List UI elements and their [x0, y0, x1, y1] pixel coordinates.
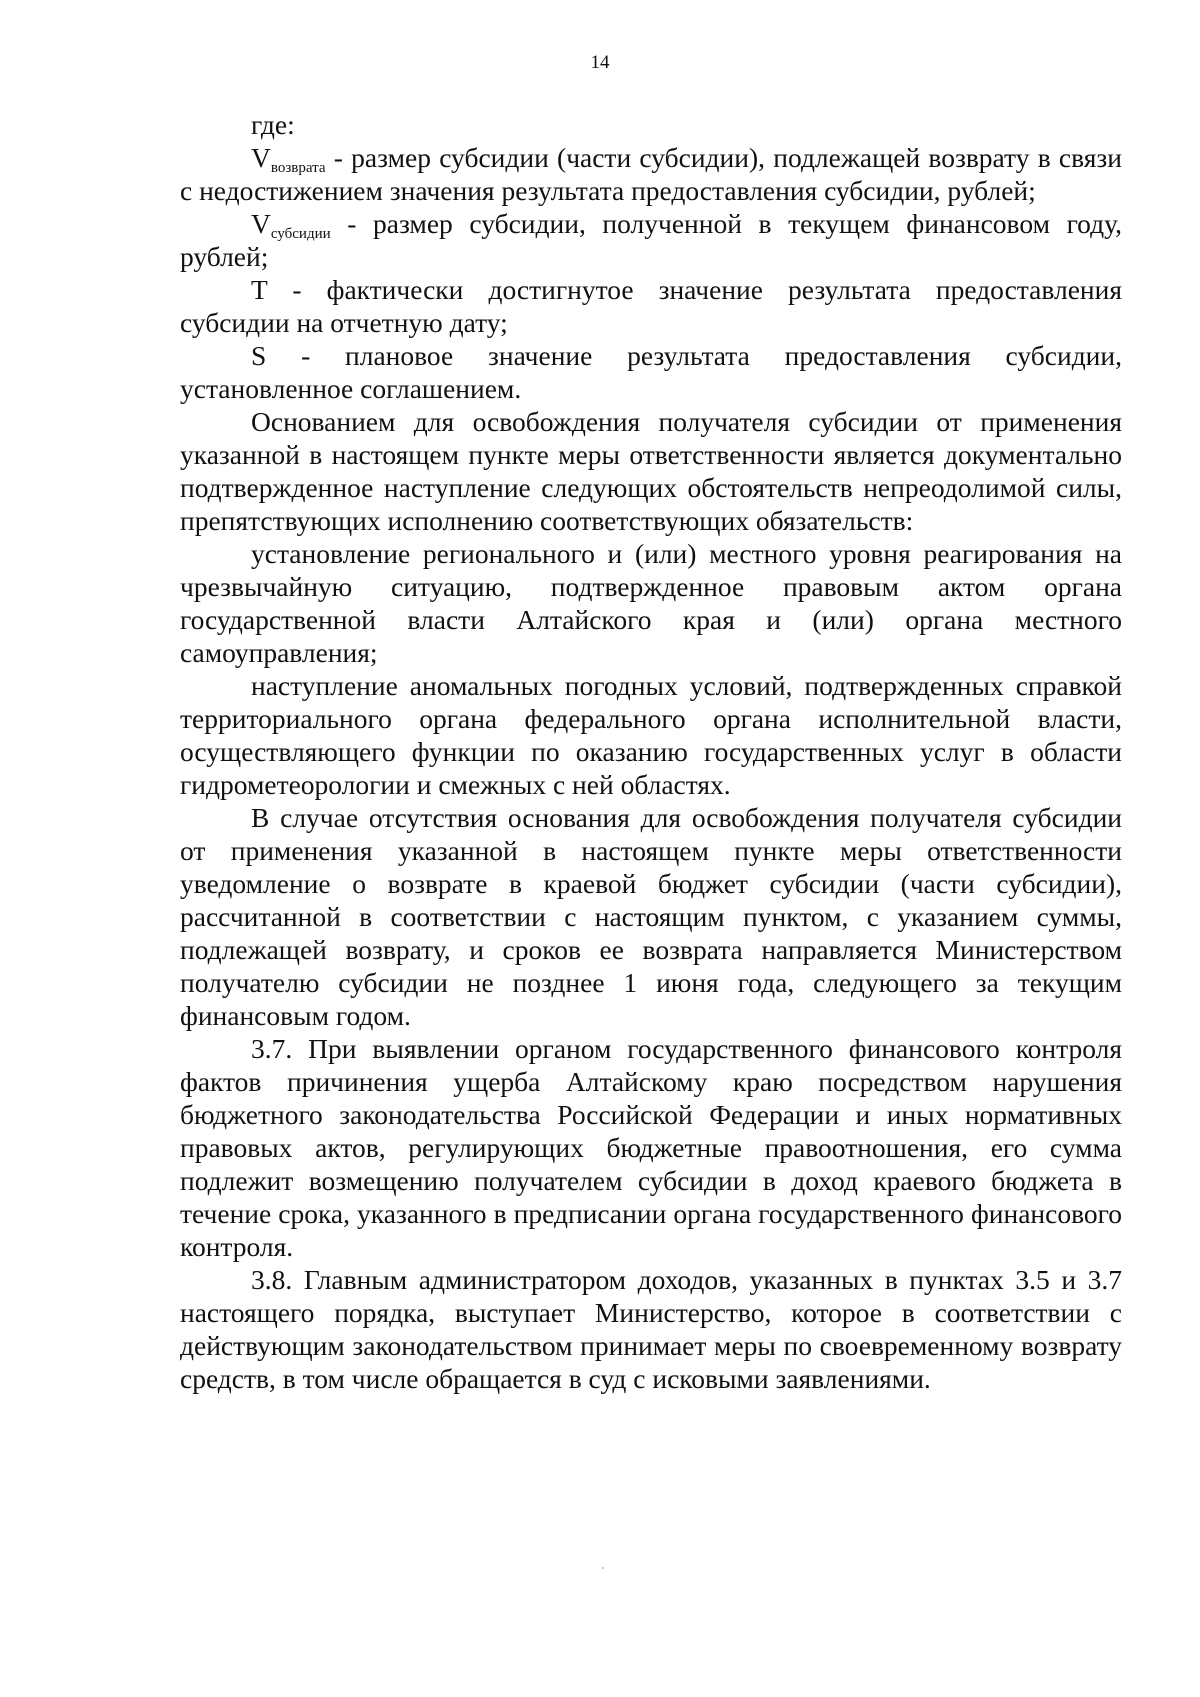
- definition-s: [180, 339, 1122, 405]
- paragraph-emergency-response: установление регионального и (или) местного уровня реагирования на чрезвычайную ситуацию, подтвержденное правовым актом органа государственной власти Алтайского края и (или) органа местного самоуправления;: [180, 538, 1122, 668]
- definition-symbol: T: [251, 274, 268, 305]
- paragraph-3-7: 3.7. При выявлении органом государственного финансового контроля фактов причинения ущерба Алтайскому краю посредством нарушения бюджетного законодательства Российской Федерации и иных нормативных правовых актов, регулирующих бюджетные правоотношения, его сумма подлежит возмещению получателем субсидии в доход краевого бюджета в течение срока, указанного в предписании органа государственного финансового контроля.: [180, 1033, 1122, 1262]
- definition-subscript: субсидии: [270, 226, 331, 242]
- definition-symbol: V: [251, 208, 271, 239]
- definition-v-subsidy: [180, 207, 1122, 273]
- scan-speck: [602, 1567, 604, 1569]
- paragraph-weather-conditions: наступление аномальных погодных условий, подтвержденных справкой территориального органа федерального органа исполнительной власти, осуществляющего функции по оказанию государственных услуг в области гидрометеорологии и смежных с ней областях.: [180, 670, 1122, 800]
- definition-v-return: [180, 141, 1122, 207]
- paragraph-return-notice: В случае отсутствия основания для освобождения получателя субсидии от применения указанной в настоящем пункте меры ответственности уведомление о возврате в краевой бюджет субсидии (части субсидии), рассчитанной в соответствии с настоящим пунктом, с указанием суммы, подлежащей возврату, и сроков ее возврата направляется Министерством получателю субсидии не позднее 1 июня года, следующего за текущим финансовым годом.: [180, 802, 1122, 1031]
- definition-text: - плановое значение результата предоставления субсидии, установленное соглашением.: [180, 340, 1122, 404]
- where-label: где:: [251, 109, 295, 140]
- definition-text: - размер субсидии, полученной в текущем финансовом году, рублей;: [180, 208, 1122, 272]
- document-body: [180, 108, 1122, 1395]
- definition-symbol: S: [251, 340, 267, 371]
- paragraph-3-8: 3.8. Главным администратором доходов, указанных в пунктах 3.5 и 3.7 настоящего порядка, выступает Министерство, которое в соответствии с действующим законодательством принимает меры по своевременному возврату средств, в том числе обращается в суд с исковыми заявлениями.: [180, 1264, 1122, 1394]
- definition-symbol: V: [251, 142, 271, 173]
- definition-subscript: возврата: [270, 160, 326, 176]
- definition-text: - размер субсидии (части субсидии), подлежащей возврату в связи с недостижением значения результата предоставления субсидии, рублей;: [180, 142, 1122, 206]
- paragraph-exemption-grounds: Основанием для освобождения получателя субсидии от применения указанной в настоящем пункте меры ответственности является документально подтвержденное наступление следующих обстоятельств непреодолимой силы, препятствующих исполнению соответствующих обязательств:: [180, 406, 1122, 536]
- definition-text: - фактически достигнутое значение результата предоставления субсидии на отчетную дату;: [180, 274, 1122, 338]
- definition-t: [180, 273, 1122, 339]
- page-number: 14: [590, 52, 610, 73]
